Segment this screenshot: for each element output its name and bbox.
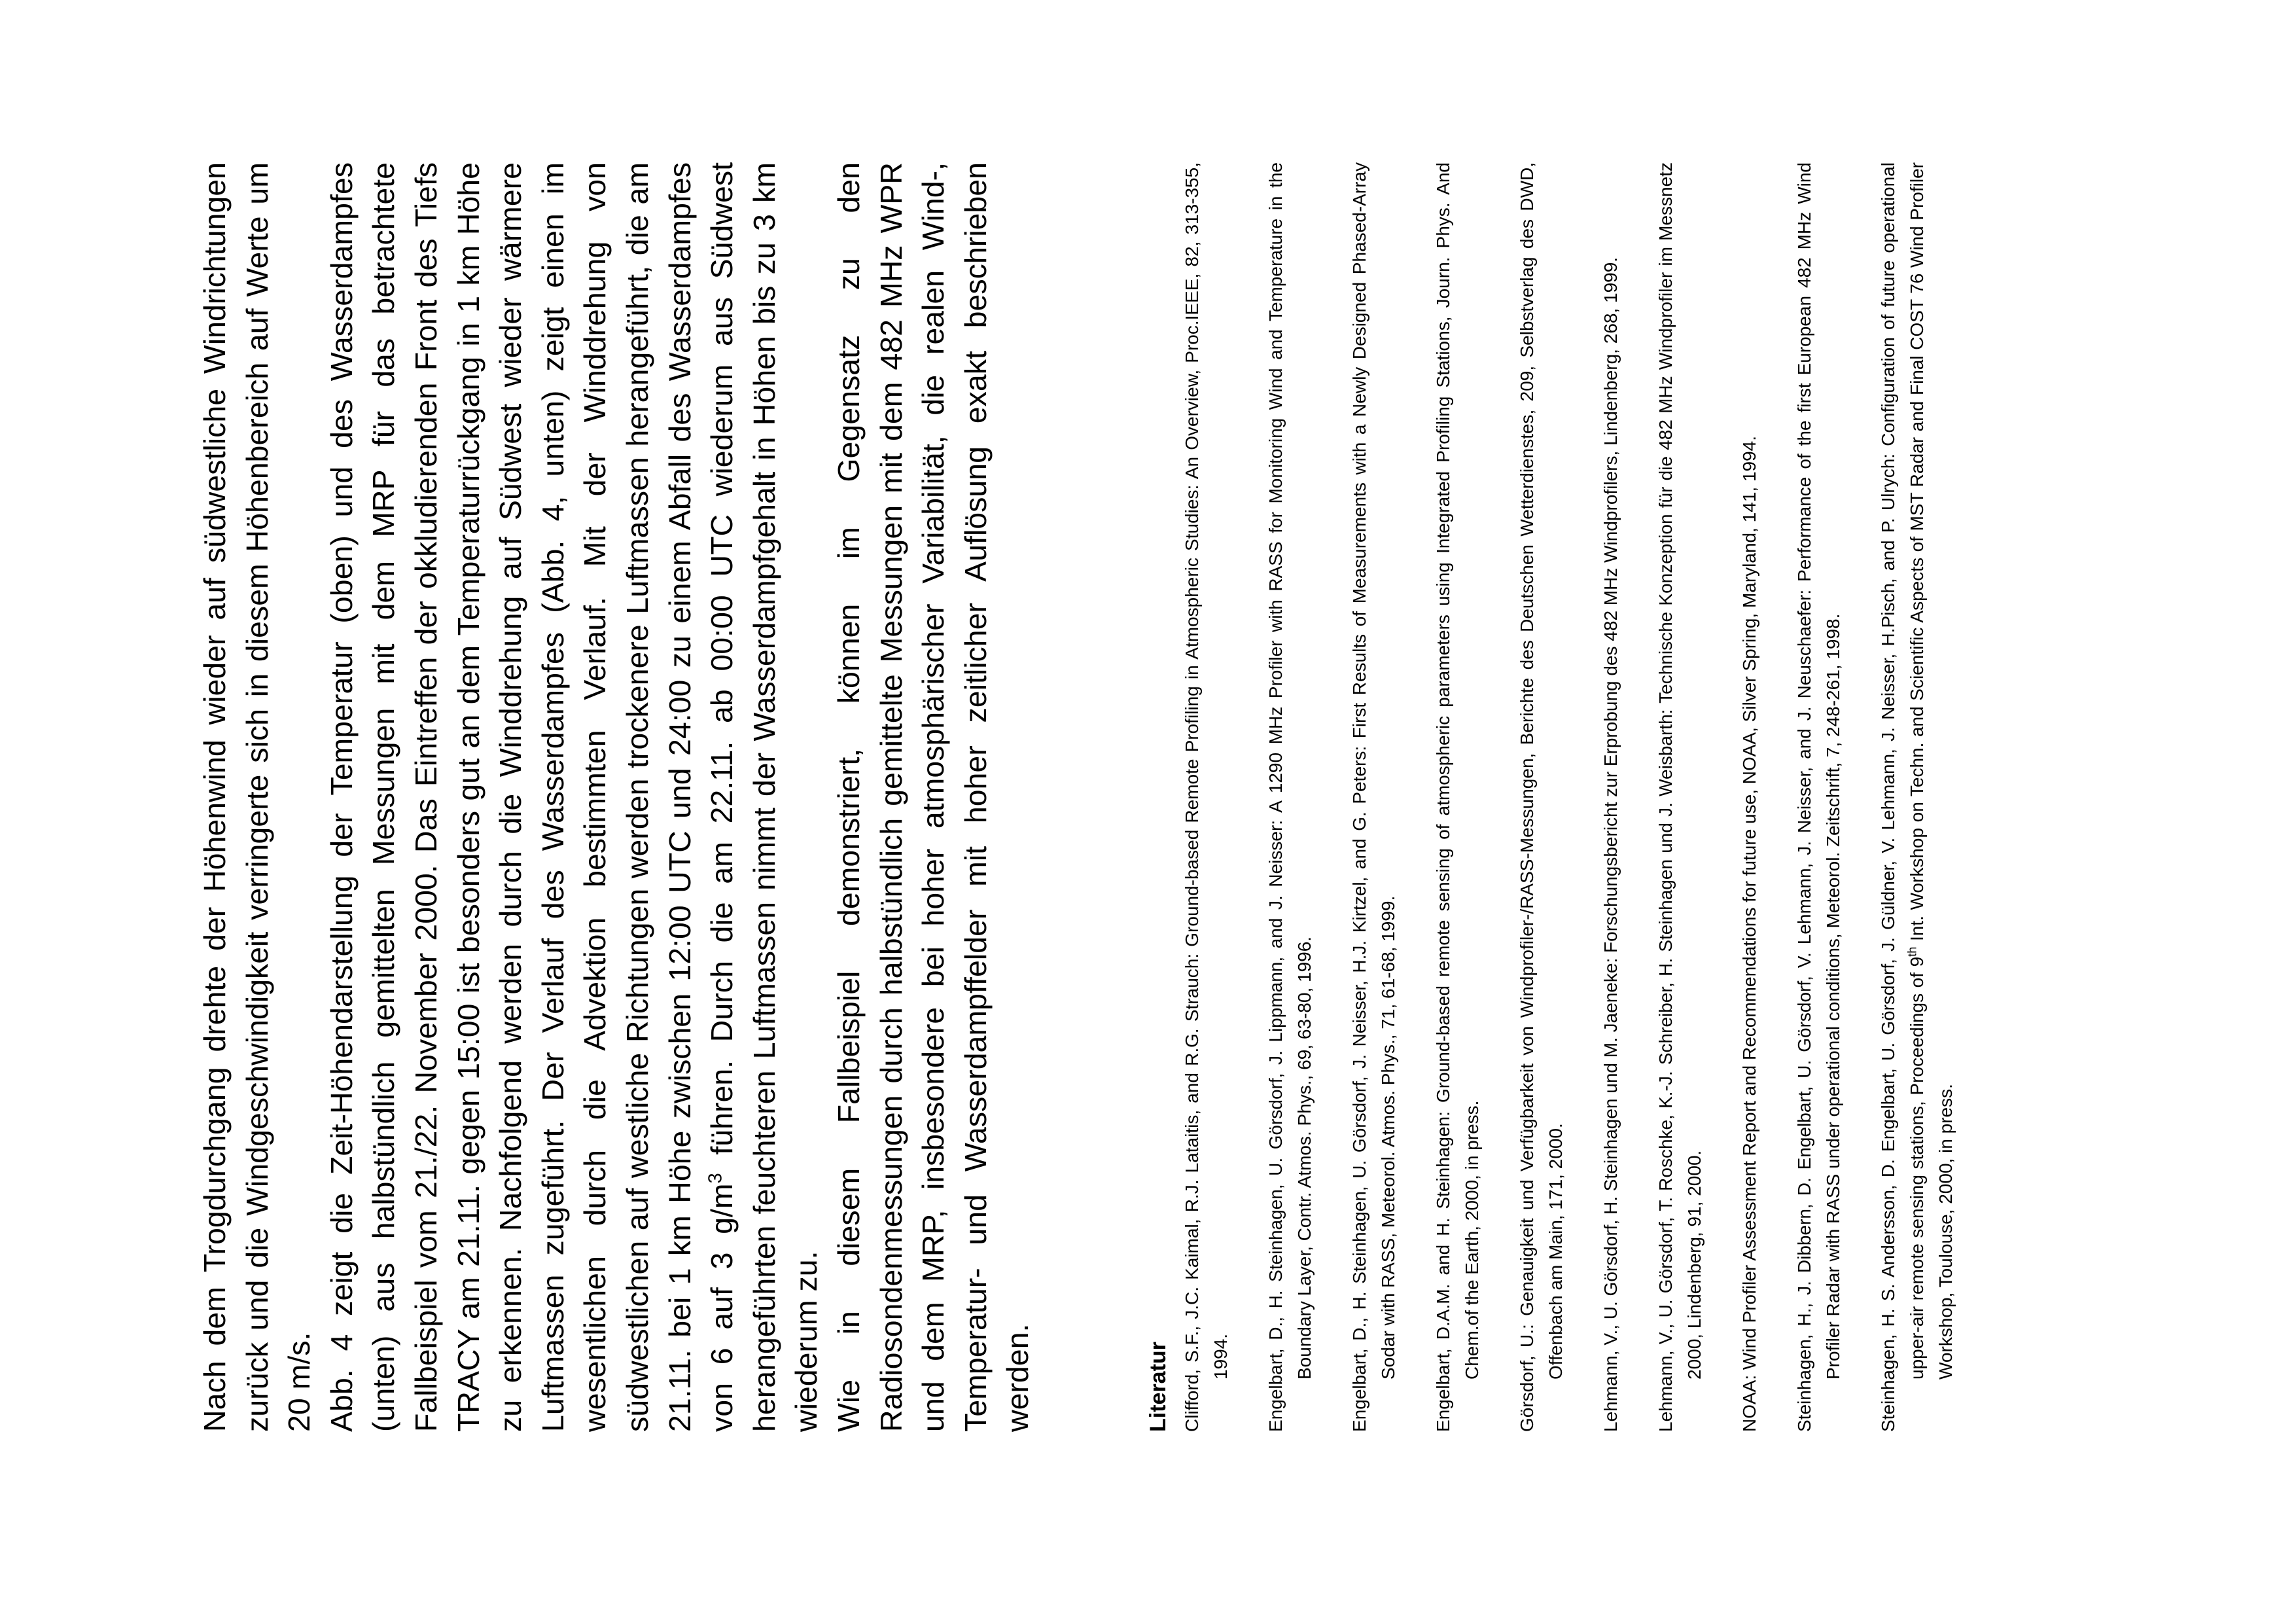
reference-item: Clifford, S.F., J.C. Kaimal, R.J. Lataitis, and R.G. Strauch: Ground-based Remote Profiling in Atmospheric Studies: An Overview, Proc.IEEE, 82, 313-355, 1994. bbox=[1182, 162, 1231, 1432]
superscript-th: th bbox=[1905, 946, 1919, 957]
superscript-cubed: 3 bbox=[705, 1173, 726, 1184]
literature-heading: Literatur bbox=[1146, 1342, 1171, 1432]
reference-item: Steinhagen, H., J. Dibbern, D. Engelbart, U. Görsdorf, V. Lehmann, J. Neisser, and J. Neuschaefer: Performance of the first European 482 MHz Wind Profiler Radar with RASS under operational conditions, Meteorol. Zeitschrift, 7, 248-261, 1998. bbox=[1794, 162, 1843, 1432]
reference-item: Lehmann, V., U. Görsdorf, H. Steinhagen und M. Jaeneke: Forschungsbericht zur Erprobung des 482 MHz Windprofilers, Lindenberg, 268, 1999. bbox=[1600, 257, 1621, 1432]
reference-item bbox=[1874, 162, 1960, 1432]
reference-list bbox=[1178, 162, 1987, 1432]
reference-text-continuation: Int. Workshop on Techn. and Scientific Aspects of MST Radar and Final COST 76 Wind Profiler Workshop, Toulouse, 2000, in press. bbox=[1907, 162, 1956, 1380]
paragraph-abb-4 bbox=[321, 162, 828, 1432]
paragraph-abb-4-continuation: führen. Durch die am 22.11. ab 00:00 UTC wiederum aus Südwest herangeführten feuchteren Luftmassen nimmt der Wasserdampfgehalt in Höhen bis zu 3 km wiederum zu. bbox=[705, 162, 824, 1432]
reference-item: Engelbart, D.A.M. and H. Steinhagen: Ground-based remote sensing of atmospheric parameters using Integrated Profiling Stations, Journ. Phys. And Chem.of the Earth, 2000, in press. bbox=[1433, 162, 1482, 1432]
reference-item: Engelbart, D., H. Steinhagen, U. Görsdorf, J. Neisser, H.J. Kirtzel, and G. Peters: First Results of Measurements with a Newly Designed Phased-Array Sodar with RASS, Meteorol. Atmos. Phys., 71, 61-68, 1999. bbox=[1349, 162, 1398, 1432]
reference-text: Steinhagen, H. S. Andersson, D. Engelbart, U. Görsdorf, J. Güldner, V. Lehmann, J. Neisser, H.Pisch, and P. Ulrych: Configuration of future operational upper-air remote sensing stations, Proceedings of 9 bbox=[1878, 162, 1927, 1432]
paragraph-abb-4-text: Abb. 4 zeigt die Zeit-Höhendarstellung der Temperatur (oben) und des Wasserdampfes (unten) aus halbstündlich gemittelten Messungen mit dem MRP für das betrachtete Fallbeispiel vom 21./22. November 2000. Das Eintreffen der okkludierenden Front des Tiefs TRACY am 21.11. gegen 15:00 ist besonders gut an dem Temperaturrückgang in 1 km Höhe zu erkennen. Nachfolgend werden durch die Winddrehung auf Südwest wieder wärmere Luftmassen zugeführt. Der Verlauf des Wasserdampfes (Abb. 4, unten) zeigt einen im wesentlichen durch die Advektion bestimmten Verlauf. Mit der Winddrehung von südwestlichen auf westliche Richtungen werden trockenere Luftmassen herangeführt, die am 21.11. bei 1 km Höhe zwischen 12:00 UTC und 24:00 zu einem Abfall des Wasserdampfes von 6 auf 3 g/m bbox=[324, 162, 739, 1432]
reference-item: NOAA: Wind Profiler Assessment Report and Recommendations for future use, NOAA, Silver Spring, Maryland, 141, 1994. bbox=[1739, 435, 1759, 1432]
paragraph-fallbeispiel: Wie in diesem Fallbeispiel demonstriert, können im Gegensatz zu den Radiosondenmessungen durch halbstündlich gemittelte Messungen mit dem 482 MHz WPR und dem MRP, insbesondere bei hoher atmosphärischer Variabilität, die realen Wind-, Temperatur- und Wasserdampffelder mit hoher zeitlicher Auflösung exakt beschrieben werden. bbox=[831, 162, 1035, 1432]
paragraph-trogdurchgang: Nach dem Trogdurchgang drehte der Höhenwind wieder auf südwestliche Windrichtungen zurück und die Windgeschwindigkeit verringerte sich in diesem Höhenbereich auf Werte um 20 m/s. bbox=[198, 162, 317, 1432]
reference-item: Engelbart, D., H. Steinhagen, U. Görsdorf, J. Lippmann, and J. Neisser: A 1290 MHz Profiler with RASS for Monitoring Wind and Temperature in the Boundary Layer, Contr. Atmos. Phys., 69, 63-80, 1996. bbox=[1265, 162, 1315, 1432]
reference-item: Lehmann, V., U. Görsdorf, T. Roschke, K.-J. Schreiber, H. Steinhagen und J. Weisbarth: Technische Konzeption für die 482 MHz Windprofiler im Messnetz 2000, Lindenberg, 91, 2000. bbox=[1655, 162, 1704, 1432]
body-text bbox=[194, 162, 1039, 1432]
reference-item: Görsdorf, U.: Genauigkeit und Verfügbarkeit von Windprofiler-/RASS-Messungen, Berichte des Deutschen Wetterdienstes, 209, Selbstverlag des DWD, Offenbach am Main, 171, 2000. bbox=[1517, 162, 1566, 1432]
